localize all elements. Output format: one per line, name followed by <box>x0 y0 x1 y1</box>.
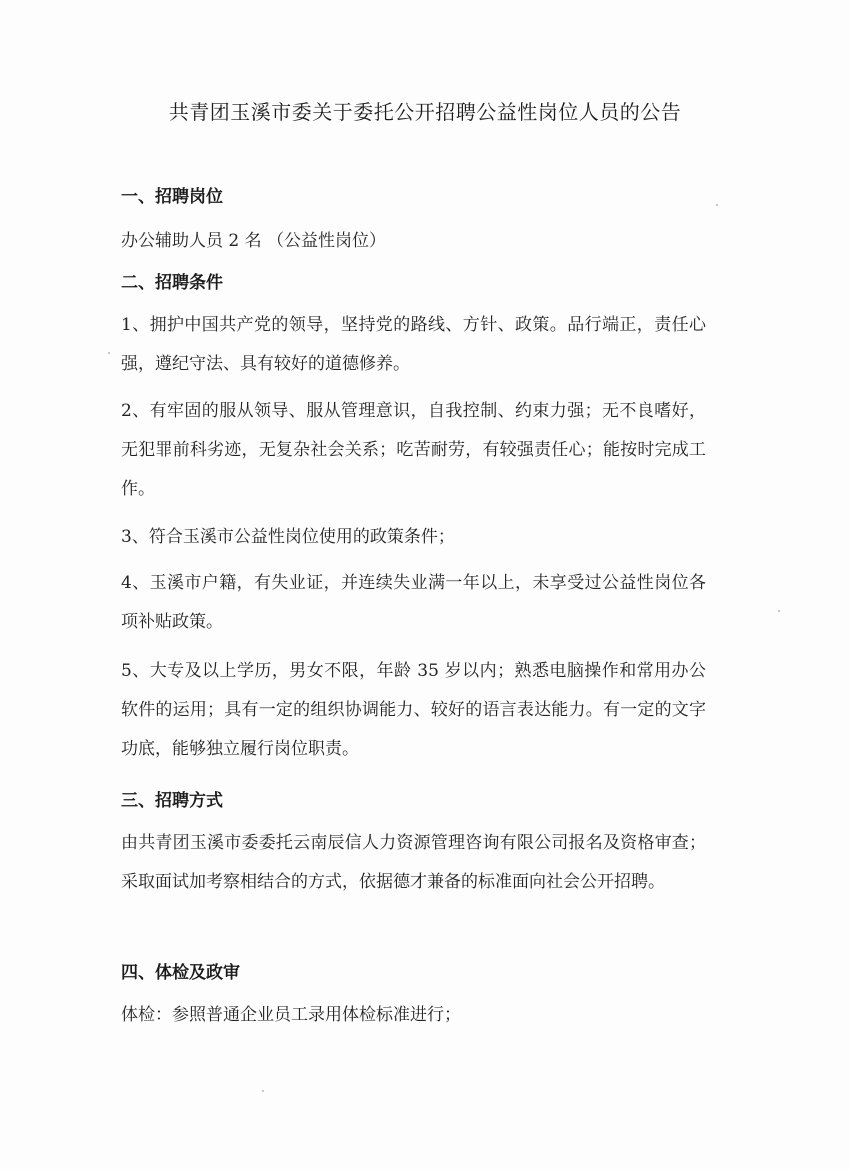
paragraph: 3、符合玉溪市公益性岗位使用的政策条件； <box>121 527 455 547</box>
condition-4 <box>121 564 706 642</box>
section-body-method <box>121 824 706 902</box>
paragraph: 2、有牢固的服从领导、服从管理意识，自我控制、约束力强；无不良嗜好，无犯罪前科劣迹，无复杂社会关系；吃苦耐劳，有较强责任心；能按时完成工作。 <box>121 401 706 499</box>
section-body-positions <box>121 226 706 256</box>
scan-speck <box>778 610 780 612</box>
section-heading-conditions <box>121 268 706 298</box>
condition-2 <box>121 392 706 509</box>
document-title: 共青团玉溪市委关于委托公开招聘公益性岗位人员的公告 <box>168 100 682 124</box>
paragraph: 由共青团玉溪市委委托云南辰信人力资源管理咨询有限公司报名及资格审查；采取面试加考察相结合的方式，依据德才兼备的标准面向社会公开招聘。 <box>121 833 706 892</box>
scan-speck <box>716 204 718 206</box>
section-heading-positions <box>121 182 706 212</box>
section-heading: 二、招聘条件 <box>121 273 223 293</box>
condition-1 <box>121 306 706 384</box>
condition-5 <box>121 652 706 769</box>
paragraph: 办公辅助人员 2 名 （公益性岗位） <box>121 231 387 251</box>
paragraph: 4、玉溪市户籍，有失业证，并连续失业满一年以上，未享受过公益性岗位各项补贴政策。 <box>121 573 706 632</box>
section-heading: 一、招聘岗位 <box>121 187 223 207</box>
paragraph: 体检：参照普通企业员工录用体检标准进行； <box>121 1005 461 1025</box>
paragraph: 1、拥护中国共产党的领导，坚持党的路线、方针、政策。品行端正，责任心强，遵纪守法、具有较好的道德修养。 <box>121 315 706 374</box>
paragraph: 5、大专及以上学历，男女不限，年龄 35 岁以内；熟悉电脑操作和常用办公软件的运用；具有一定的组织协调能力、较好的语言表达能力。有一定的文字功底，能够独立履行岗位职责。 <box>121 661 706 759</box>
section-heading: 三、招聘方式 <box>121 791 223 811</box>
section-heading: 四、体检及政审 <box>121 963 240 983</box>
scan-speck <box>108 352 110 354</box>
condition-3 <box>121 522 706 552</box>
section-heading-method <box>121 786 706 816</box>
scan-speck <box>262 1090 264 1092</box>
section-heading-exam <box>121 958 706 988</box>
section-body-exam <box>121 1000 706 1030</box>
